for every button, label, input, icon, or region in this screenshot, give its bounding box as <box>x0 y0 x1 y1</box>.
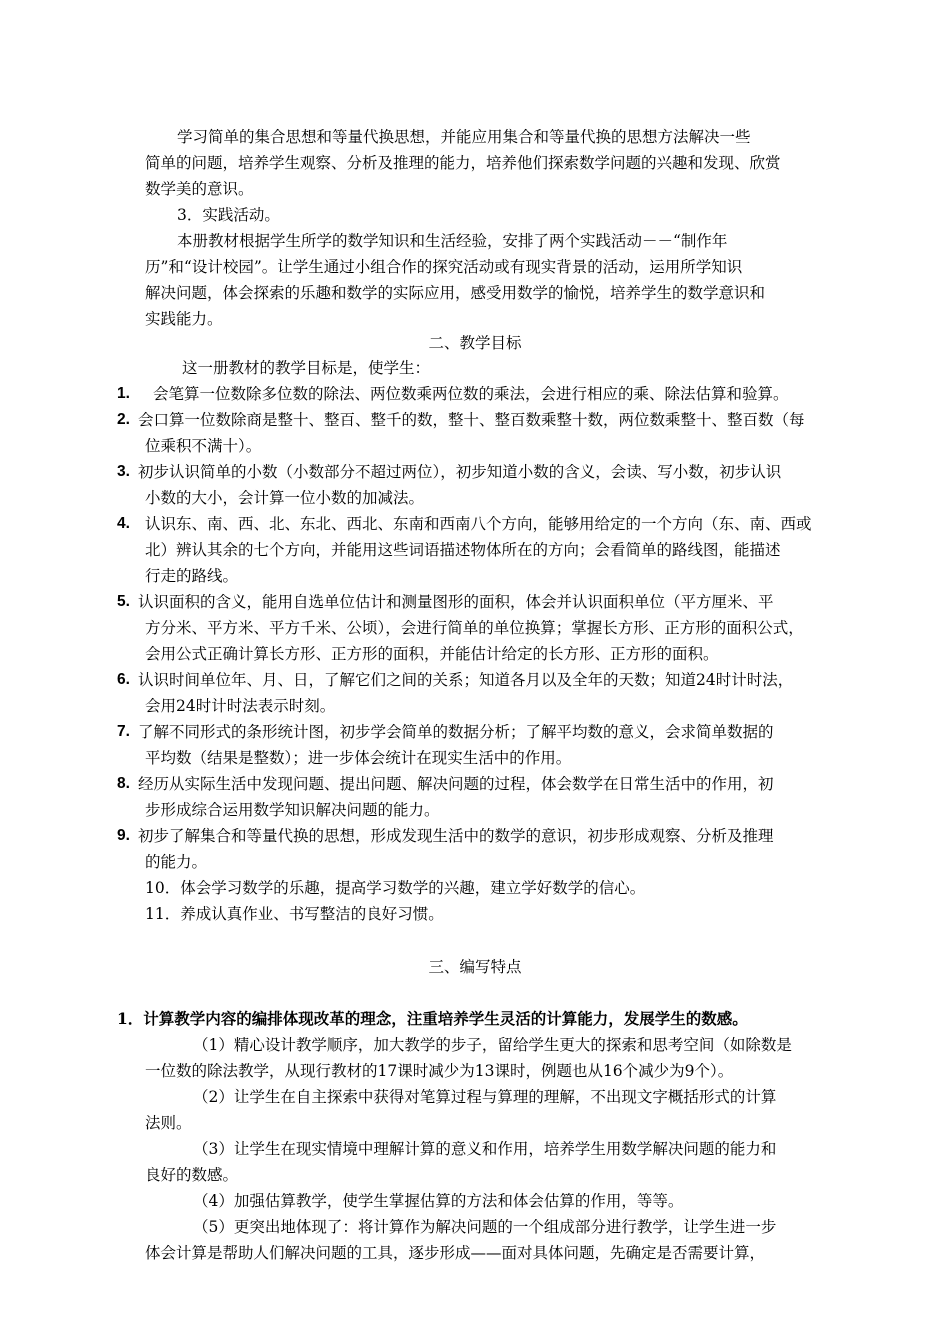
goal-text: 会口算一位数除商是整十、整百、整千的数，整十、整百数乘整十数，两位数乘整十、整百数（每 <box>138 411 805 429</box>
goal-text: 的能力。 <box>145 853 208 871</box>
practice-heading: 3．实践活动。 <box>177 206 280 224</box>
goal-text: 认识面积的含义，能用自选单位估计和测量图形的面积，体会并认识面积单位（平方厘米、平 <box>138 593 774 611</box>
practice-line-4: 实践能力。 <box>145 310 223 328</box>
intro-line-3: 数学美的意识。 <box>145 180 254 198</box>
feature-sub-text: 体会计算是帮助人们解决问题的工具，逐步形成——面对具体问题，先确定是否需要计算， <box>145 1244 766 1262</box>
practice-line-2: 历”和“设计校园”。让学生通过小组合作的探究活动或有现实背景的活动，运用所学知识 <box>145 258 743 276</box>
feature-sub-text: 法则。 <box>145 1114 192 1132</box>
goal-10: 10．体会学习数学的乐趣，提高学习数学的兴趣，建立学好数学的信心。 <box>145 879 646 897</box>
section-title-goals: 二、教学目标 <box>428 334 522 352</box>
goal-text: 步形成综合运用数学知识解决问题的能力。 <box>145 801 440 819</box>
feature-point-1: 1．计算教学内容的编排体现改革的理念，注重培养学生灵活的计算能力，发展学生的数感。 <box>117 1009 748 1028</box>
goal-text: 方分米、平方米、平方千米、公顷），会进行简单的单位换算；掌握长方形、正方形的面积公式， <box>145 619 804 637</box>
feature-sub-text: （3）让学生在现实情境中理解计算的意义和作用，培养学生用数学解决问题的能力和 <box>193 1140 777 1158</box>
section-title-features: 三、编写特点 <box>428 958 522 976</box>
goal-text: 了解不同形式的条形统计图，初步学会简单的数据分析；了解平均数的意义，会求简单数据的 <box>138 723 774 741</box>
goal-text: 会用公式正确计算长方形、正方形的面积，并能估计给定的长方形、正方形的面积。 <box>145 645 719 663</box>
goal-text: 行走的路线。 <box>145 567 239 585</box>
goal-number: 6. <box>117 671 130 688</box>
feature-sub-text: （2）让学生在自主探索中获得对笔算过程与算理的理解，不出现文字概括形式的计算 <box>193 1088 777 1106</box>
goal-number: 3. <box>117 463 130 480</box>
goal-text: 小数的大小，会计算一位小数的加减法。 <box>145 489 425 507</box>
goals-lead: 这一册教材的教学目标是，使学生： <box>182 359 431 377</box>
goal-text: 会用24时计时法表示时刻。 <box>145 697 336 715</box>
goal-text: 经历从实际生活中发现问题、提出问题、解决问题的过程，体会数学在日常生活中的作用，初 <box>138 775 774 793</box>
practice-line-3: 解决问题，体会探索的乐趣和数学的实际应用，感受用数学的愉悦，培养学生的数学意识和 <box>145 284 766 302</box>
feature-sub-text: 良好的数感。 <box>145 1166 239 1184</box>
feature-sub-text: （1）精心设计教学顺序，加大教学的步子，留给学生更大的探索和思考空间（如除数是 <box>193 1036 792 1054</box>
goal-number: 4. <box>117 515 130 532</box>
goal-11: 11．养成认真作业、书写整洁的良好习惯。 <box>145 905 444 923</box>
goal-text: 初步了解集合和等量代换的思想，形成发现生活中的数学的意识，初步形成观察、分析及推理 <box>138 827 774 845</box>
goal-number: 8. <box>117 775 130 792</box>
goal-number: 9. <box>117 827 130 844</box>
feature-sub-text: 一位数的除法教学，从现行教材的17课时减少为13课时，例题也从16个减少为9个）。 <box>145 1062 734 1080</box>
goal-number: 5. <box>117 593 130 610</box>
goal-number: 1. <box>117 385 130 402</box>
intro-line-2: 简单的问题，培养学生观察、分析及推理的能力，培养他们探索数学问题的兴趣和发现、欣赏 <box>145 154 781 172</box>
goal-text: 会笔算一位数除多位数的除法、两位数乘两位数的乘法，会进行相应的乘、除法估算和验算。 <box>153 385 789 403</box>
goal-text: 认识东、南、西、北、东北、西北、东南和西南八个方向，能够用给定的一个方向（东、南、西或 <box>145 515 812 533</box>
goal-text: 平均数（结果是整数）；进一步体会统计在现实生活中的作用。 <box>145 749 572 767</box>
goal-text: 北）辨认其余的七个方向，并能用这些词语描述物体所在的方向；会看简单的路线图，能描述 <box>145 541 781 559</box>
intro-line-1: 学习简单的集合思想和等量代换思想，并能应用集合和等量代换的思想方法解决一些 <box>177 128 751 146</box>
feature-sub-text: （4）加强估算教学，使学生掌握估算的方法和体会估算的作用，等等。 <box>193 1192 684 1210</box>
goal-text: 认识时间单位年、月、日，了解它们之间的关系；知道各月以及全年的天数；知道24时计时法， <box>138 671 794 689</box>
goal-text: 初步认识简单的小数（小数部分不超过两位），初步知道小数的含义，会读、写小数，初步认识 <box>138 463 782 481</box>
practice-line-1: 本册教材根据学生所学的数学知识和生活经验，安排了两个实践活动－－“制作年 <box>177 232 728 250</box>
goal-number: 2. <box>117 411 130 428</box>
goal-text: 位乘积不满十）。 <box>145 437 262 455</box>
feature-sub-text: （5）更突出地体现了：将计算作为解决问题的一个组成部分进行教学，让学生进一步 <box>193 1218 777 1236</box>
goal-number: 7. <box>117 723 130 740</box>
